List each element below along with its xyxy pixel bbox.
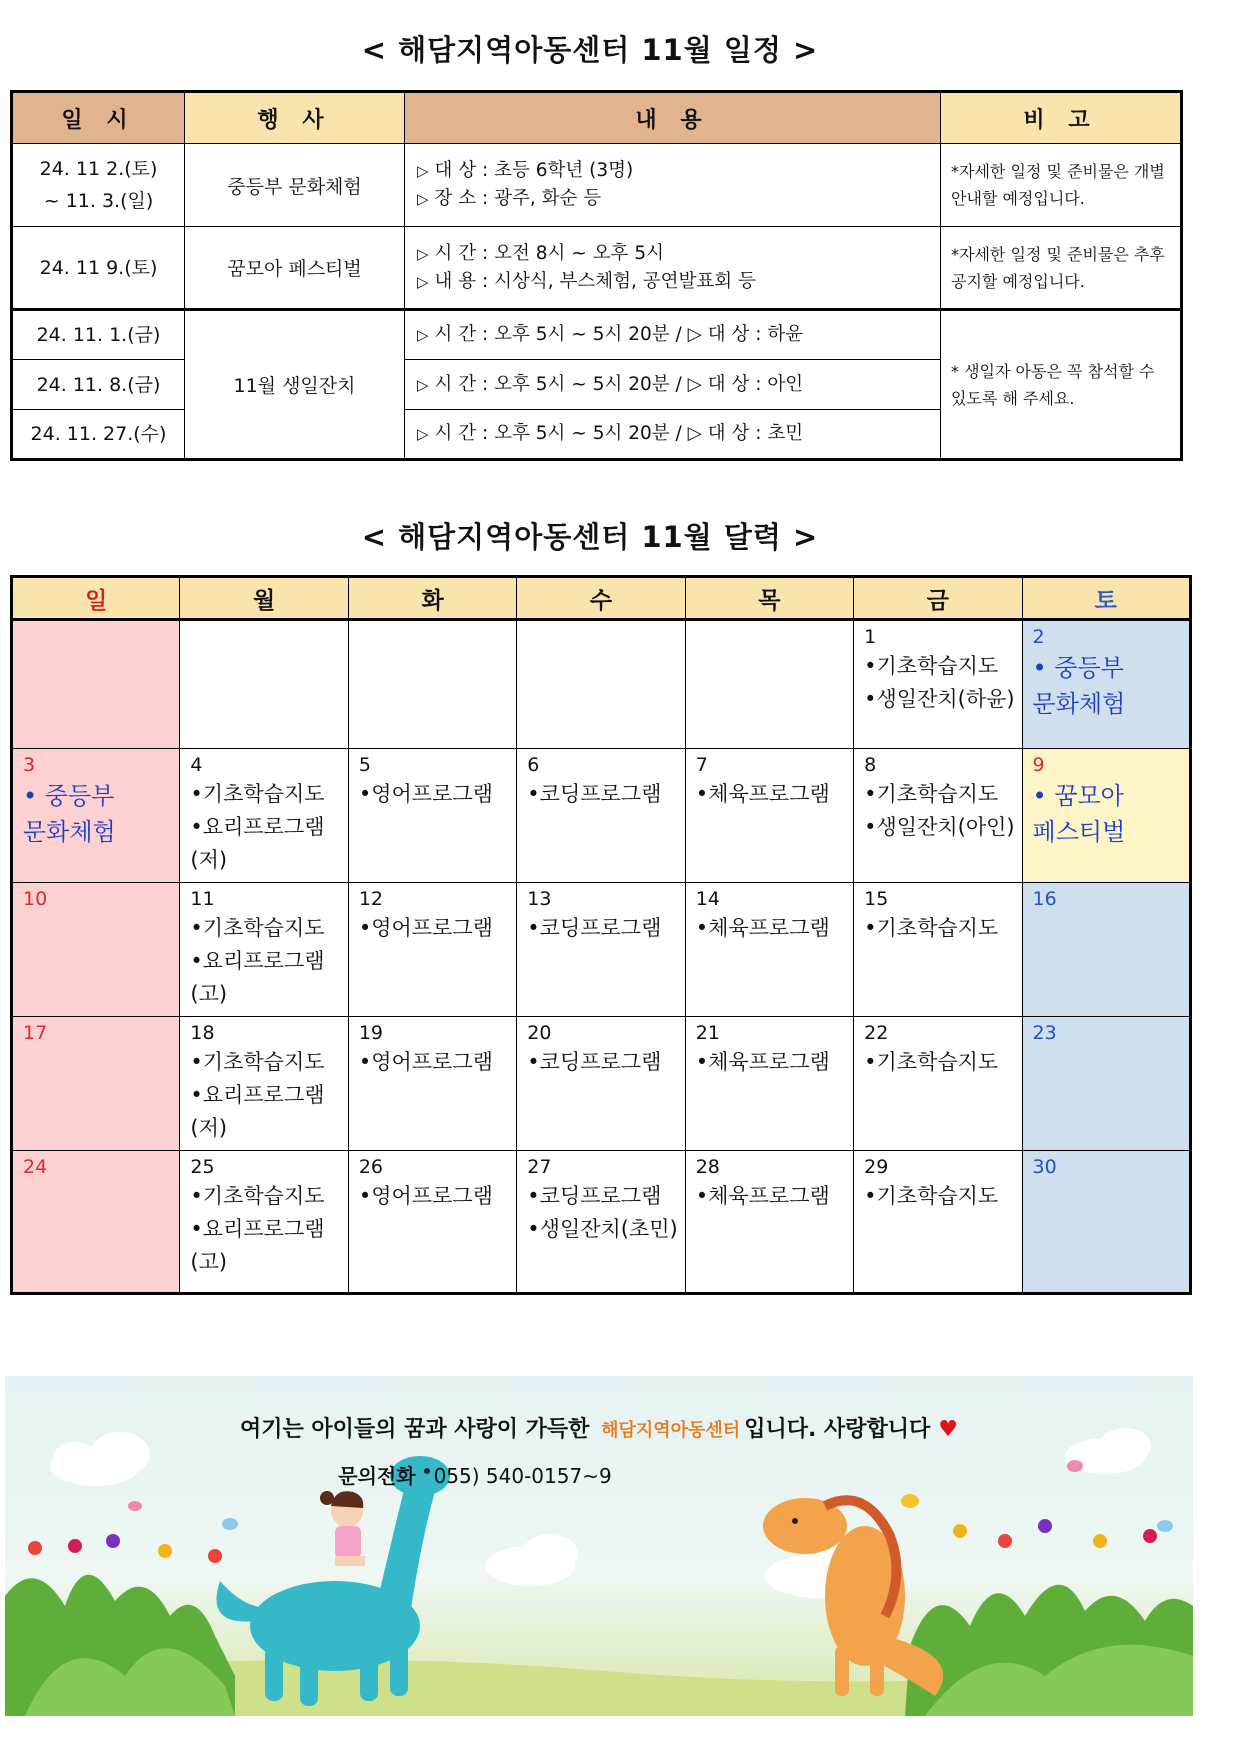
day-number: 6 xyxy=(527,754,540,776)
calendar-week xyxy=(12,883,1191,1017)
orange-dinosaur xyxy=(763,1498,943,1696)
calendar-day xyxy=(1022,749,1190,883)
calendar-event: •기초학습지도 xyxy=(864,1050,999,1074)
event-name: 꿈모아 페스티벌 xyxy=(185,227,405,310)
day-header-sat: 토 xyxy=(1022,577,1190,620)
calendar-event: •체육프로그램 xyxy=(695,782,830,806)
calendar-day xyxy=(685,1151,853,1294)
date-cell: 24. 11 9.(토) xyxy=(12,227,185,310)
calendar-event: (고) xyxy=(190,982,228,1006)
center-logo: 해담지역아동센터 xyxy=(601,1420,741,1441)
note-cell: *자세한 일정 및 준비물은 개별 안내할 예정입니다. xyxy=(941,144,1182,227)
footer-message xyxy=(5,1412,1193,1443)
calendar-event: • 꿈모아 xyxy=(1032,782,1124,810)
calendar-day xyxy=(517,883,685,1017)
heart-icon: ♥ xyxy=(938,1417,958,1442)
calendar-day xyxy=(348,620,516,749)
header-note: 비 고 xyxy=(941,92,1182,144)
day-number: 22 xyxy=(864,1022,889,1044)
calendar-week xyxy=(12,1017,1191,1151)
day-number: 28 xyxy=(695,1156,720,1178)
schedule-row-culture xyxy=(12,144,1182,227)
day-number: 20 xyxy=(527,1022,552,1044)
phone-label: 문의전화 xyxy=(338,1464,416,1488)
calendar-event: •영어프로그램 xyxy=(358,1050,493,1074)
calendar-event: •요리프로그램 xyxy=(190,1217,325,1241)
calendar-day xyxy=(517,1017,685,1151)
calendar-event: (고) xyxy=(190,1250,228,1274)
flower-icon xyxy=(28,1519,1157,1563)
calendar-event: •코딩프로그램 xyxy=(527,782,662,806)
calendar-event: •코딩프로그램 xyxy=(527,1184,662,1208)
calendar-event: •생일잔치(초민) xyxy=(527,1217,678,1241)
triangle-icon: ▷ xyxy=(417,190,429,208)
calendar-body xyxy=(12,620,1191,1294)
calendar-event: •기초학습지도 xyxy=(864,916,999,940)
calendar-day xyxy=(12,620,180,749)
triangle-icon: ▷ xyxy=(417,425,429,443)
footer-banner xyxy=(5,1376,1193,1716)
calendar-day xyxy=(517,620,685,749)
day-number: 8 xyxy=(864,754,877,776)
day-header-wed: 수 xyxy=(517,577,685,620)
calendar-event: •영어프로그램 xyxy=(358,782,493,806)
day-number: 18 xyxy=(190,1022,215,1044)
calendar-event: •기초학습지도 xyxy=(190,782,325,806)
schedule-title: < 해담지역아동센터 11월 일정 > xyxy=(361,33,819,67)
calendar-day xyxy=(348,749,516,883)
schedule-row-birthday xyxy=(12,310,1182,360)
date-cell: 24. 11. 8.(금) xyxy=(12,360,185,410)
header-event: 행 사 xyxy=(185,92,405,144)
note-cell: *자세한 일정 및 준비물은 추후 공지할 예정입니다. xyxy=(941,227,1182,310)
calendar-week xyxy=(12,1151,1191,1294)
note-cell: * 생일자 아동은 꼭 참석할 수 있도록 해 주세요. xyxy=(941,310,1182,460)
calendar-day xyxy=(854,620,1022,749)
day-header-tue: 화 xyxy=(348,577,516,620)
calendar-event: •요리프로그램 xyxy=(190,1083,325,1107)
day-number: 21 xyxy=(695,1022,720,1044)
calendar-day xyxy=(685,883,853,1017)
day-number: 26 xyxy=(358,1156,384,1178)
calendar-week xyxy=(12,749,1191,883)
calendar-day xyxy=(348,1017,516,1151)
content-cell xyxy=(405,360,941,410)
day-number: 14 xyxy=(695,888,720,910)
calendar-day xyxy=(685,620,853,749)
day-number: 13 xyxy=(527,888,552,910)
calendar-event: 문화체험 xyxy=(1032,690,1126,718)
calendar-day xyxy=(854,749,1022,883)
day-number: 24 xyxy=(23,1156,48,1178)
calendar-event: (저) xyxy=(190,1116,228,1140)
header-content: 내 용 xyxy=(405,92,941,144)
calendar-day xyxy=(180,620,348,749)
content-line: 내 용 : 시상식, 부스체험, 공연발표회 등 xyxy=(434,270,756,292)
day-number: 11 xyxy=(190,888,215,910)
content-line: 대 상 : 초등 6학년 (3명) xyxy=(434,160,634,181)
calendar-event: •기초학습지도 xyxy=(864,654,999,678)
calendar-day xyxy=(180,1151,348,1294)
event-name: 중등부 문화체험 xyxy=(185,144,405,227)
day-number: 12 xyxy=(358,888,384,910)
calendar-event: •영어프로그램 xyxy=(358,1184,493,1208)
date-start: 24. 11 2.(토) xyxy=(39,158,158,180)
date-cell: 24. 11. 27.(수) xyxy=(12,410,185,460)
calendar-day xyxy=(348,883,516,1017)
calendar-event: •체육프로그램 xyxy=(695,1184,830,1208)
calendar-day xyxy=(180,1017,348,1151)
day-number: 10 xyxy=(23,888,48,910)
content-line: 시 간 : 오후 5시 ~ 5시 20분 / ▷ 대 상 : 하윤 xyxy=(434,324,804,345)
day-header-thu: 목 xyxy=(685,577,853,620)
calendar-day xyxy=(348,1151,516,1294)
calendar-table xyxy=(10,575,1192,1295)
calendar-day xyxy=(1022,1151,1190,1294)
content-cell xyxy=(405,410,941,460)
calendar-event: •생일잔치(하윤) xyxy=(864,687,1015,711)
content-line: 장 소 : 광주, 화순 등 xyxy=(434,188,602,209)
header-datetime: 일 시 xyxy=(12,92,185,144)
triangle-icon: ▷ xyxy=(417,162,429,180)
calendar-event: 페스티벌 xyxy=(1032,818,1126,846)
date-end: ~ 11. 3.(일) xyxy=(43,190,154,212)
calendar-day xyxy=(12,1151,180,1294)
day-number: 15 xyxy=(864,888,889,910)
calendar-event: •체육프로그램 xyxy=(695,916,830,940)
calendar-event: •코딩프로그램 xyxy=(527,916,662,940)
calendar-event: •체육프로그램 xyxy=(695,1050,830,1074)
calendar-day xyxy=(12,1017,180,1151)
content-cell xyxy=(405,227,941,310)
day-number: 9 xyxy=(1032,754,1045,776)
day-number: 5 xyxy=(358,754,371,776)
day-number: 7 xyxy=(695,754,708,776)
calendar-event: •생일잔치(아인) xyxy=(864,815,1015,839)
calendar-day xyxy=(1022,1017,1190,1151)
calendar-week xyxy=(12,620,1191,749)
day-number: 27 xyxy=(527,1156,552,1178)
calendar-day xyxy=(1022,883,1190,1017)
day-header-fri: 금 xyxy=(854,577,1022,620)
calendar-day xyxy=(1022,620,1190,749)
calendar-event: 문화체험 xyxy=(23,818,116,846)
calendar-event: •기초학습지도 xyxy=(190,916,325,940)
calendar-event: •기초학습지도 xyxy=(864,782,999,806)
calendar-day xyxy=(180,883,348,1017)
day-number: 19 xyxy=(358,1022,384,1044)
date-cell xyxy=(12,144,185,227)
day-number: 25 xyxy=(190,1156,215,1178)
calendar-event: •기초학습지도 xyxy=(864,1184,999,1208)
calendar-day xyxy=(180,749,348,883)
calendar-day xyxy=(517,749,685,883)
calendar-event: •기초학습지도 xyxy=(190,1050,325,1074)
day-header-mon: 월 xyxy=(180,577,348,620)
content-line: 시 간 : 오후 5시 ~ 5시 20분 / ▷ 대 상 : 아인 xyxy=(434,373,804,395)
schedule-row-festival xyxy=(12,227,1182,310)
day-header-sun: 일 xyxy=(12,577,180,620)
triangle-icon: ▷ xyxy=(417,326,429,344)
calendar-day xyxy=(854,883,1022,1017)
day-number: 29 xyxy=(864,1156,889,1178)
triangle-icon: ▷ xyxy=(417,244,429,263)
content-line: 시 간 : 오전 8시 ~ 오후 5시 xyxy=(434,242,664,264)
schedule-table xyxy=(10,90,1183,461)
calendar-event: •코딩프로그램 xyxy=(527,1050,662,1074)
calendar-day xyxy=(12,883,180,1017)
triangle-icon: ▷ xyxy=(417,272,429,291)
day-number: 4 xyxy=(190,754,203,776)
calendar-event: •기초학습지도 xyxy=(190,1184,325,1208)
calendar-day xyxy=(685,749,853,883)
calendar-day xyxy=(12,749,180,883)
calendar-day xyxy=(685,1017,853,1151)
content-cell xyxy=(405,310,941,360)
calendar-event: (저) xyxy=(190,848,228,872)
day-number: 2 xyxy=(1032,626,1045,648)
calendar-day xyxy=(854,1151,1022,1294)
footer-text-before: 여기는 아이들의 꿈과 사랑이 가득한 xyxy=(240,1417,590,1442)
day-number: 16 xyxy=(1032,888,1057,910)
event-name: 11월 생일잔치 xyxy=(185,310,405,460)
day-number: 1 xyxy=(864,626,877,648)
calendar-event: • 중등부 xyxy=(23,782,115,810)
day-number: 30 xyxy=(1032,1156,1057,1178)
day-number: 3 xyxy=(23,754,36,776)
girl-rider xyxy=(320,1491,365,1566)
calendar-event: •영어프로그램 xyxy=(358,916,493,940)
date-cell: 24. 11. 1.(금) xyxy=(12,310,185,360)
day-number: 23 xyxy=(1032,1022,1057,1044)
calendar-event: •요리프로그램 xyxy=(190,949,325,973)
phone-number: 055) 540-0157~9 xyxy=(433,1464,612,1488)
triangle-icon: ▷ xyxy=(417,375,429,394)
calendar-event: •요리프로그램 xyxy=(190,815,325,839)
cloud-icon xyxy=(50,1428,1151,1598)
footer-text-after: 입니다. 사랑합니다 xyxy=(744,1417,931,1442)
calendar-event: • 중등부 xyxy=(1032,654,1124,682)
content-line: 시 간 : 오후 5시 ~ 5시 20분 / ▷ 대 상 : 초민 xyxy=(434,423,804,444)
calendar-day xyxy=(854,1017,1022,1151)
content-cell xyxy=(405,144,941,227)
day-number: 17 xyxy=(23,1022,48,1044)
calendar-title: < 해담지역아동센터 11월 달력 > xyxy=(361,520,819,554)
calendar-day xyxy=(517,1151,685,1294)
contact-phone xyxy=(5,1460,945,1489)
